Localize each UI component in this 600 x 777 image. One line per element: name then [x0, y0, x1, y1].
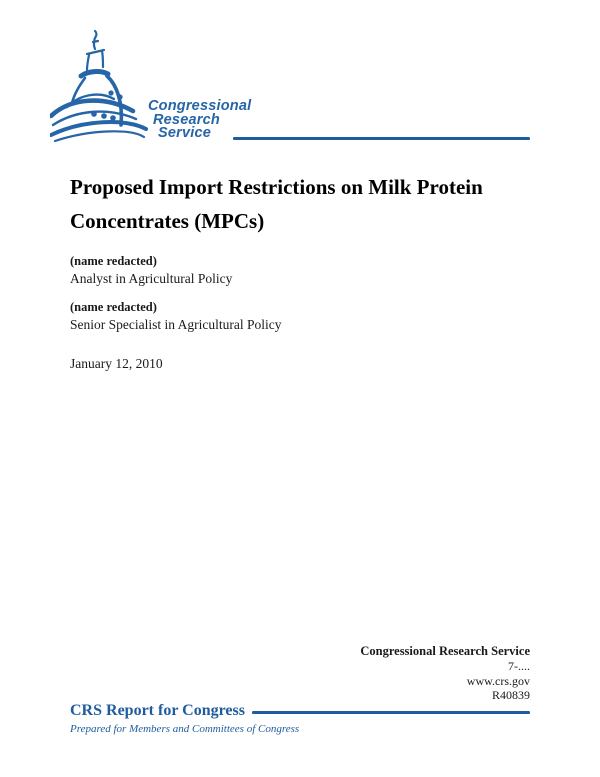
footer-rule: [252, 711, 530, 714]
author-block-1: [70, 253, 490, 288]
author-role: Analyst in Agricultural Policy: [70, 271, 233, 286]
report-title-line2: Concentrates (MPCs): [70, 209, 265, 233]
author-block-2: [70, 299, 490, 334]
logo-word-congressional: Congressional: [148, 98, 252, 114]
author-role: Senior Specialist in Agricultural Policy: [70, 317, 282, 332]
capitol-dome-icon: [50, 28, 160, 143]
authors-section: [70, 253, 490, 373]
publisher-website: www.crs.gov: [466, 673, 530, 688]
footer-tagline: Prepared for Members and Committees of Congress: [70, 723, 300, 735]
report-number: R40839: [491, 688, 530, 702]
footer-banner-text: CRS Report for Congress: [70, 702, 245, 719]
logo-word-research: Research: [153, 111, 220, 128]
footer-banner: [70, 701, 530, 721]
crs-logo-wordmark: [148, 100, 251, 141]
logo-word-service: Service: [158, 125, 211, 141]
masthead-rule: [233, 137, 530, 140]
publication-info: [360, 644, 530, 703]
author-name: (name redacted): [70, 300, 157, 314]
publisher-name: Congressional Research Service: [360, 644, 530, 658]
report-title-line1: Proposed Import Restrictions on Milk Protein: [70, 175, 483, 199]
report-date: January 12, 2010: [70, 356, 163, 371]
author-name: (name redacted): [70, 254, 157, 268]
publisher-phone: 7-....: [508, 659, 530, 673]
report-title: [70, 170, 545, 238]
